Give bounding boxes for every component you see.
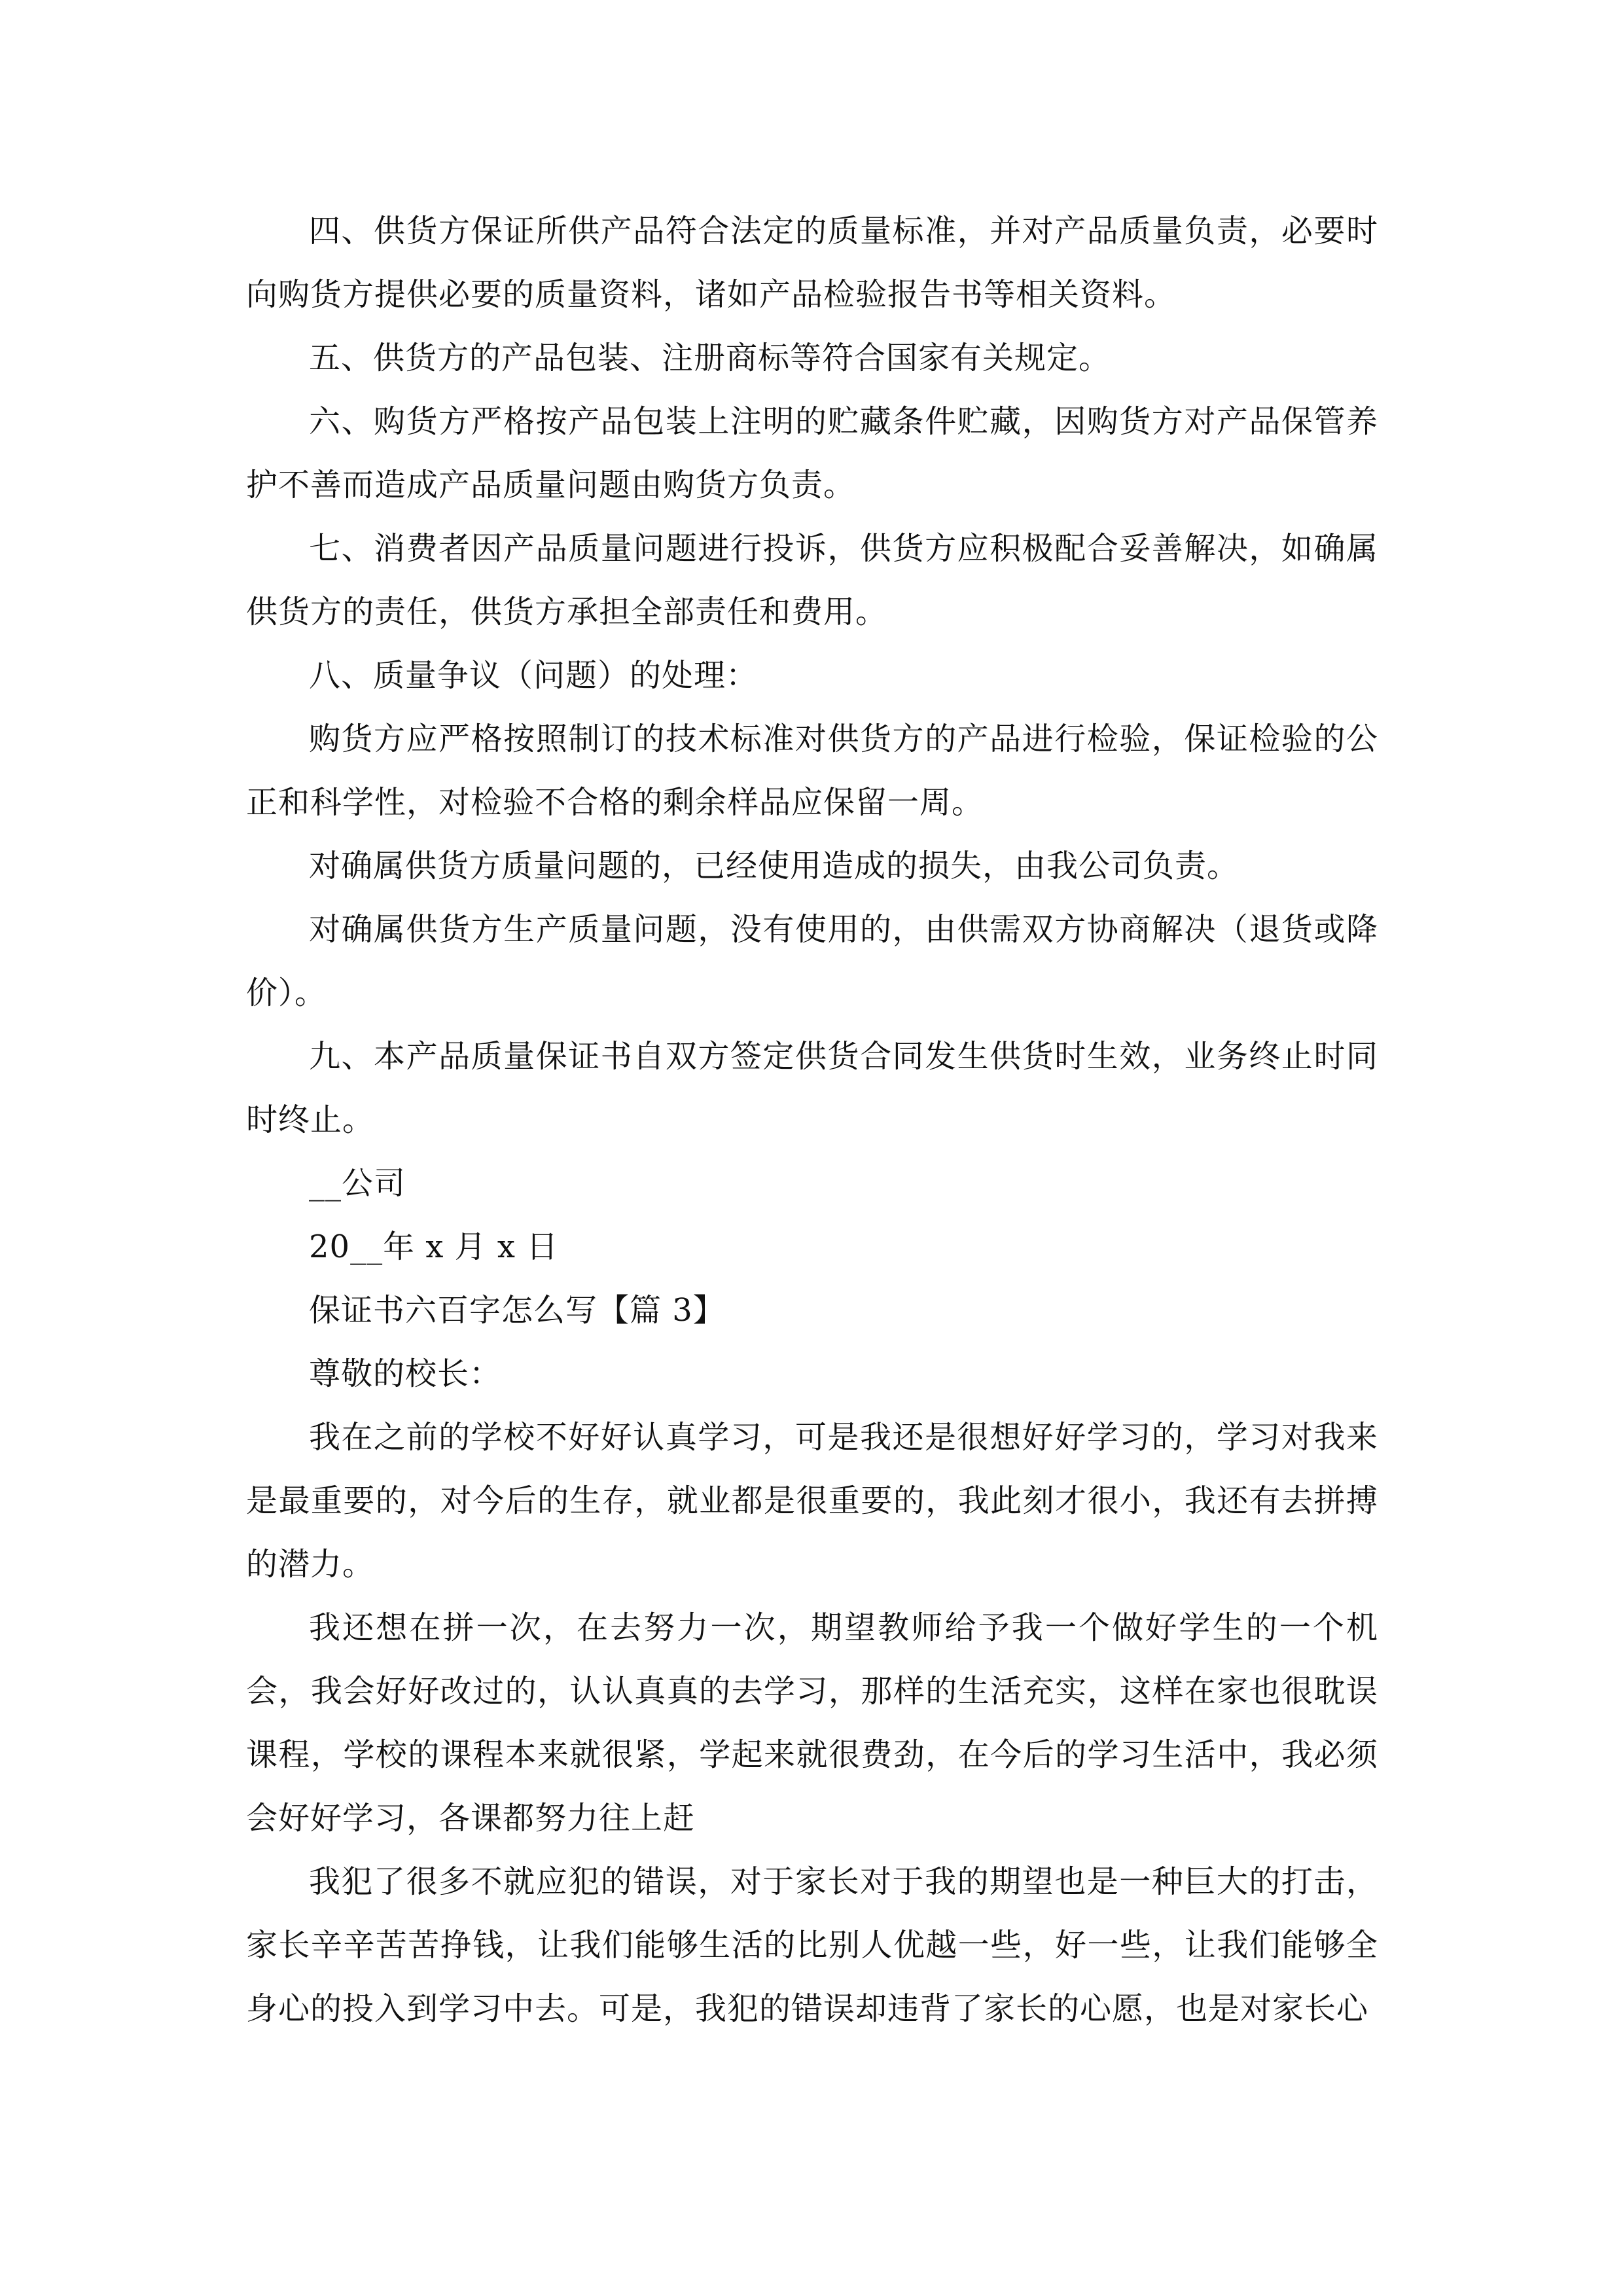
clause-eight-detail-1: 购货方应严格按照制订的技术标准对供货方的产品进行检验，保证检验的公正和科学性，对检验不合格的剩余样品应保留一周。 — [246, 721, 1378, 821]
section-title: 保证书六百字怎么写【篇 3】 — [309, 1292, 725, 1329]
signature-date: 20__年 x 月 x 日 — [309, 1229, 559, 1265]
clause-eight-detail-3: 对确属供货方生产质量问题，没有使用的，由供需双方协商解决（退货或降价）。 — [246, 911, 1378, 1011]
letter-paragraph-1: 我在之前的学校不好好认真学习，可是我还是很想好好学习的，学习对我来是最重要的，对今后的生存，就业都是很重要的，我此刻才很小，我还有去拼搏的潜力。 — [246, 1419, 1378, 1583]
clause-eight-detail-2: 对确属供货方质量问题的，已经使用造成的损失，由我公司负责。 — [309, 848, 1240, 884]
letter-paragraph-2: 我还想在拼一次，在去努力一次，期望教师给予我一个做好学生的一个机会，我会好好改过的，认认真真的去学习，那样的生活充实，这样在家也很耽误课程，学校的课程本来就很紧，学起来就很费劲，在今后的学习生活中，我必须会好好学习，各课都努力往上赶 — [246, 1609, 1378, 1837]
signature-company: __公司 — [309, 1165, 406, 1202]
clause-four: 四、供货方保证所供产品符合法定的质量标准，并对产品质量负责，必要时向购货方提供必要的质量资料，诸如产品检验报告书等相关资料。 — [246, 213, 1378, 313]
letter-paragraph-3: 我犯了很多不就应犯的错误，对于家长对于我的期望也是一种巨大的打击，家长辛辛苦苦挣钱，让我们能够生活的比别人优越一些，好一些，让我们能够全身心的投入到学习中去。可是，我犯的错误却违背了家长的心愿，也是对家长心 — [246, 1863, 1378, 2027]
clause-nine: 九、本产品质量保证书自双方签定供货合同发生供货时生效，业务终止时同时终止。 — [246, 1038, 1378, 1138]
salutation: 尊敬的校长： — [309, 1355, 502, 1392]
clause-seven: 七、消费者因产品质量问题进行投诉，供货方应积极配合妥善解决，如确属供货方的责任，供货方承担全部责任和费用。 — [246, 530, 1378, 630]
clause-eight: 八、质量争议（问题）的处理： — [309, 657, 758, 694]
document-body — [246, 200, 1378, 2041]
clause-five: 五、供货方的产品包装、注册商标等符合国家有关规定。 — [309, 340, 1111, 376]
clause-six: 六、购货方严格按产品包装上注明的贮藏条件贮藏，因购货方对产品保管养护不善而造成产品质量问题由购货方负责。 — [246, 403, 1378, 503]
